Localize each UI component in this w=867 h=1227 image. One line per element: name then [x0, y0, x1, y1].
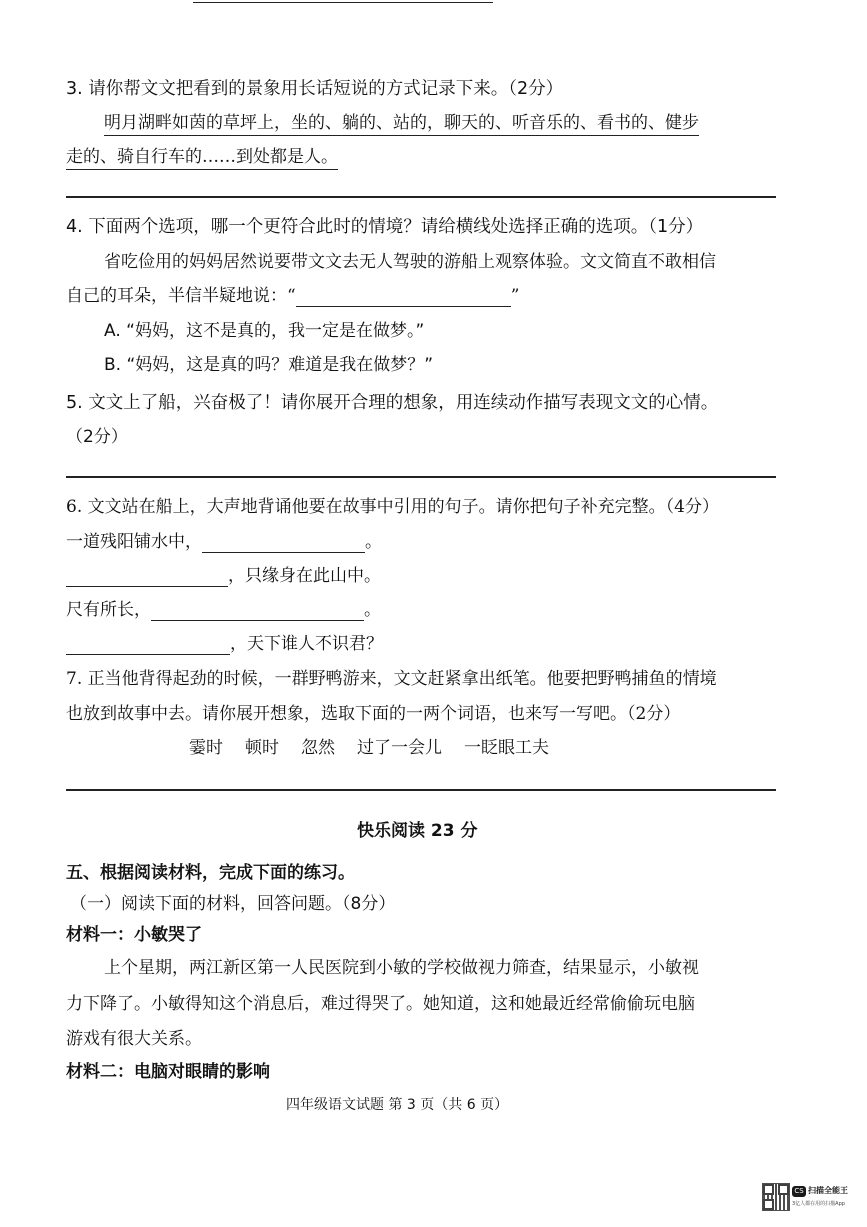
- q6-line1-suffix: 。: [365, 532, 382, 552]
- qr-code-icon: [762, 1183, 790, 1211]
- q3-answer-line1: [104, 112, 699, 134]
- page-footer: 四年级语文试题 第 3 页（共 6 页）: [286, 1097, 509, 1113]
- q7-line1: 7. 正当他背得起劲的时候，一群野鸭游来，文文赶紧拿出纸笔。他要把野鸭捕鱼的情境: [66, 669, 717, 689]
- q4-body-line2-suffix: ”: [510, 286, 520, 306]
- q4-option-b: B. “妈妈，这是真的吗？难道是我在做梦？”: [104, 355, 434, 375]
- q6-blank-3[interactable]: [151, 602, 364, 621]
- scanner-brand: 扫描全能王: [808, 1186, 848, 1195]
- section-title: 快乐阅读 23 分: [357, 821, 478, 841]
- q4-body-line2: [66, 285, 519, 307]
- q4-body-line1: 省吃俭用的妈妈居然说要带文文去无人驾驶的游船上观察体验。文文简直不敢相信: [104, 252, 716, 272]
- q6-blank-2[interactable]: [66, 568, 228, 587]
- q6-line3-suffix: 。: [364, 600, 381, 620]
- q7-word-5: 一眨眼工夫: [464, 738, 549, 758]
- q7-answer-rule: [66, 789, 776, 791]
- q6-line3: [66, 599, 381, 621]
- material1-line3: 游戏有很大关系。: [66, 1029, 202, 1049]
- q3-prompt: 3. 请你帮文文把看到的景象用长话短说的方式记录下来。（2分）: [66, 79, 564, 99]
- q4-answer-blank[interactable]: [296, 288, 511, 307]
- q5-answer-rule: [66, 476, 776, 478]
- q6-line4-suffix: ，天下谁人不识君？: [230, 634, 383, 654]
- top-divider: [193, 2, 493, 3]
- q6-line1-prefix: 一道残阳铺水中，: [66, 532, 202, 552]
- q7-line2: 也放到故事中去。请你展开想象，选取下面的一两个词语，也来写一写吧。（2分）: [66, 704, 681, 724]
- part5-heading: 五、根据阅读材料，完成下面的练习。: [66, 863, 355, 883]
- q7-word-4: 过了一会儿: [357, 738, 442, 758]
- q7-word-2: 顿时: [245, 738, 279, 758]
- q5-prompt: 5. 文文上了船，兴奋极了！请你展开合理的想象，用连续动作描写表现文文的心情。: [66, 393, 719, 413]
- q4-option-a: A. “妈妈，这不是真的，我一定是在做梦。”: [104, 321, 425, 341]
- q3-answer-text-1: 明月湖畔如茵的草坪上，坐的、躺的、站的，聊天的、听音乐的、看书的、健步: [104, 113, 699, 136]
- q5-score: （2分）: [66, 427, 128, 447]
- sub1-heading: （一）阅读下面的材料，回答问题。（8分）: [70, 894, 396, 914]
- q3-answer-line2: [66, 146, 338, 168]
- material1-line1: 上个星期，两江新区第一人民医院到小敏的学校做视力筛查，结果显示，小敏视: [104, 958, 699, 978]
- q4-body-line2-prefix: 自己的耳朵，半信半疑地说：“: [66, 286, 296, 306]
- q6-line2-suffix: ，只缘身在此山中。: [228, 566, 381, 586]
- material2-title: 材料二：电脑对眼睛的影响: [66, 1062, 270, 1082]
- q4-prompt: 4. 下面两个选项，哪一个更符合此时的情境？请给横线处选择正确的选项。（1分）: [66, 217, 704, 237]
- q6-blank-4[interactable]: [66, 636, 230, 655]
- q6-prompt: 6. 文文站在船上，大声地背诵他要在故事中引用的句子。请你把句子补充完整。（4分）: [66, 497, 719, 517]
- q6-line4: [66, 633, 383, 655]
- scanner-logo-icon: CS: [792, 1186, 806, 1197]
- scanner-tagline: 3亿人都在用的扫描App: [792, 1201, 845, 1207]
- q3-answer-text-2: 走的、骑自行车的……到处都是人。: [66, 147, 338, 170]
- q3-answer-rule: [66, 196, 776, 198]
- q6-line1: [66, 531, 382, 553]
- q7-word-1: 霎时: [189, 738, 223, 758]
- material1-line2: 力下降了。小敏得知这个消息后，难过得哭了。她知道，这和她最近经常偷偷玩电脑: [66, 994, 695, 1014]
- material1-title: 材料一：小敏哭了: [66, 925, 202, 945]
- q6-blank-1[interactable]: [202, 534, 365, 553]
- q7-word-list: [189, 737, 549, 759]
- q7-word-3: 忽然: [301, 738, 335, 758]
- q6-line2: [66, 565, 381, 587]
- q6-line3-prefix: 尺有所长，: [66, 600, 151, 620]
